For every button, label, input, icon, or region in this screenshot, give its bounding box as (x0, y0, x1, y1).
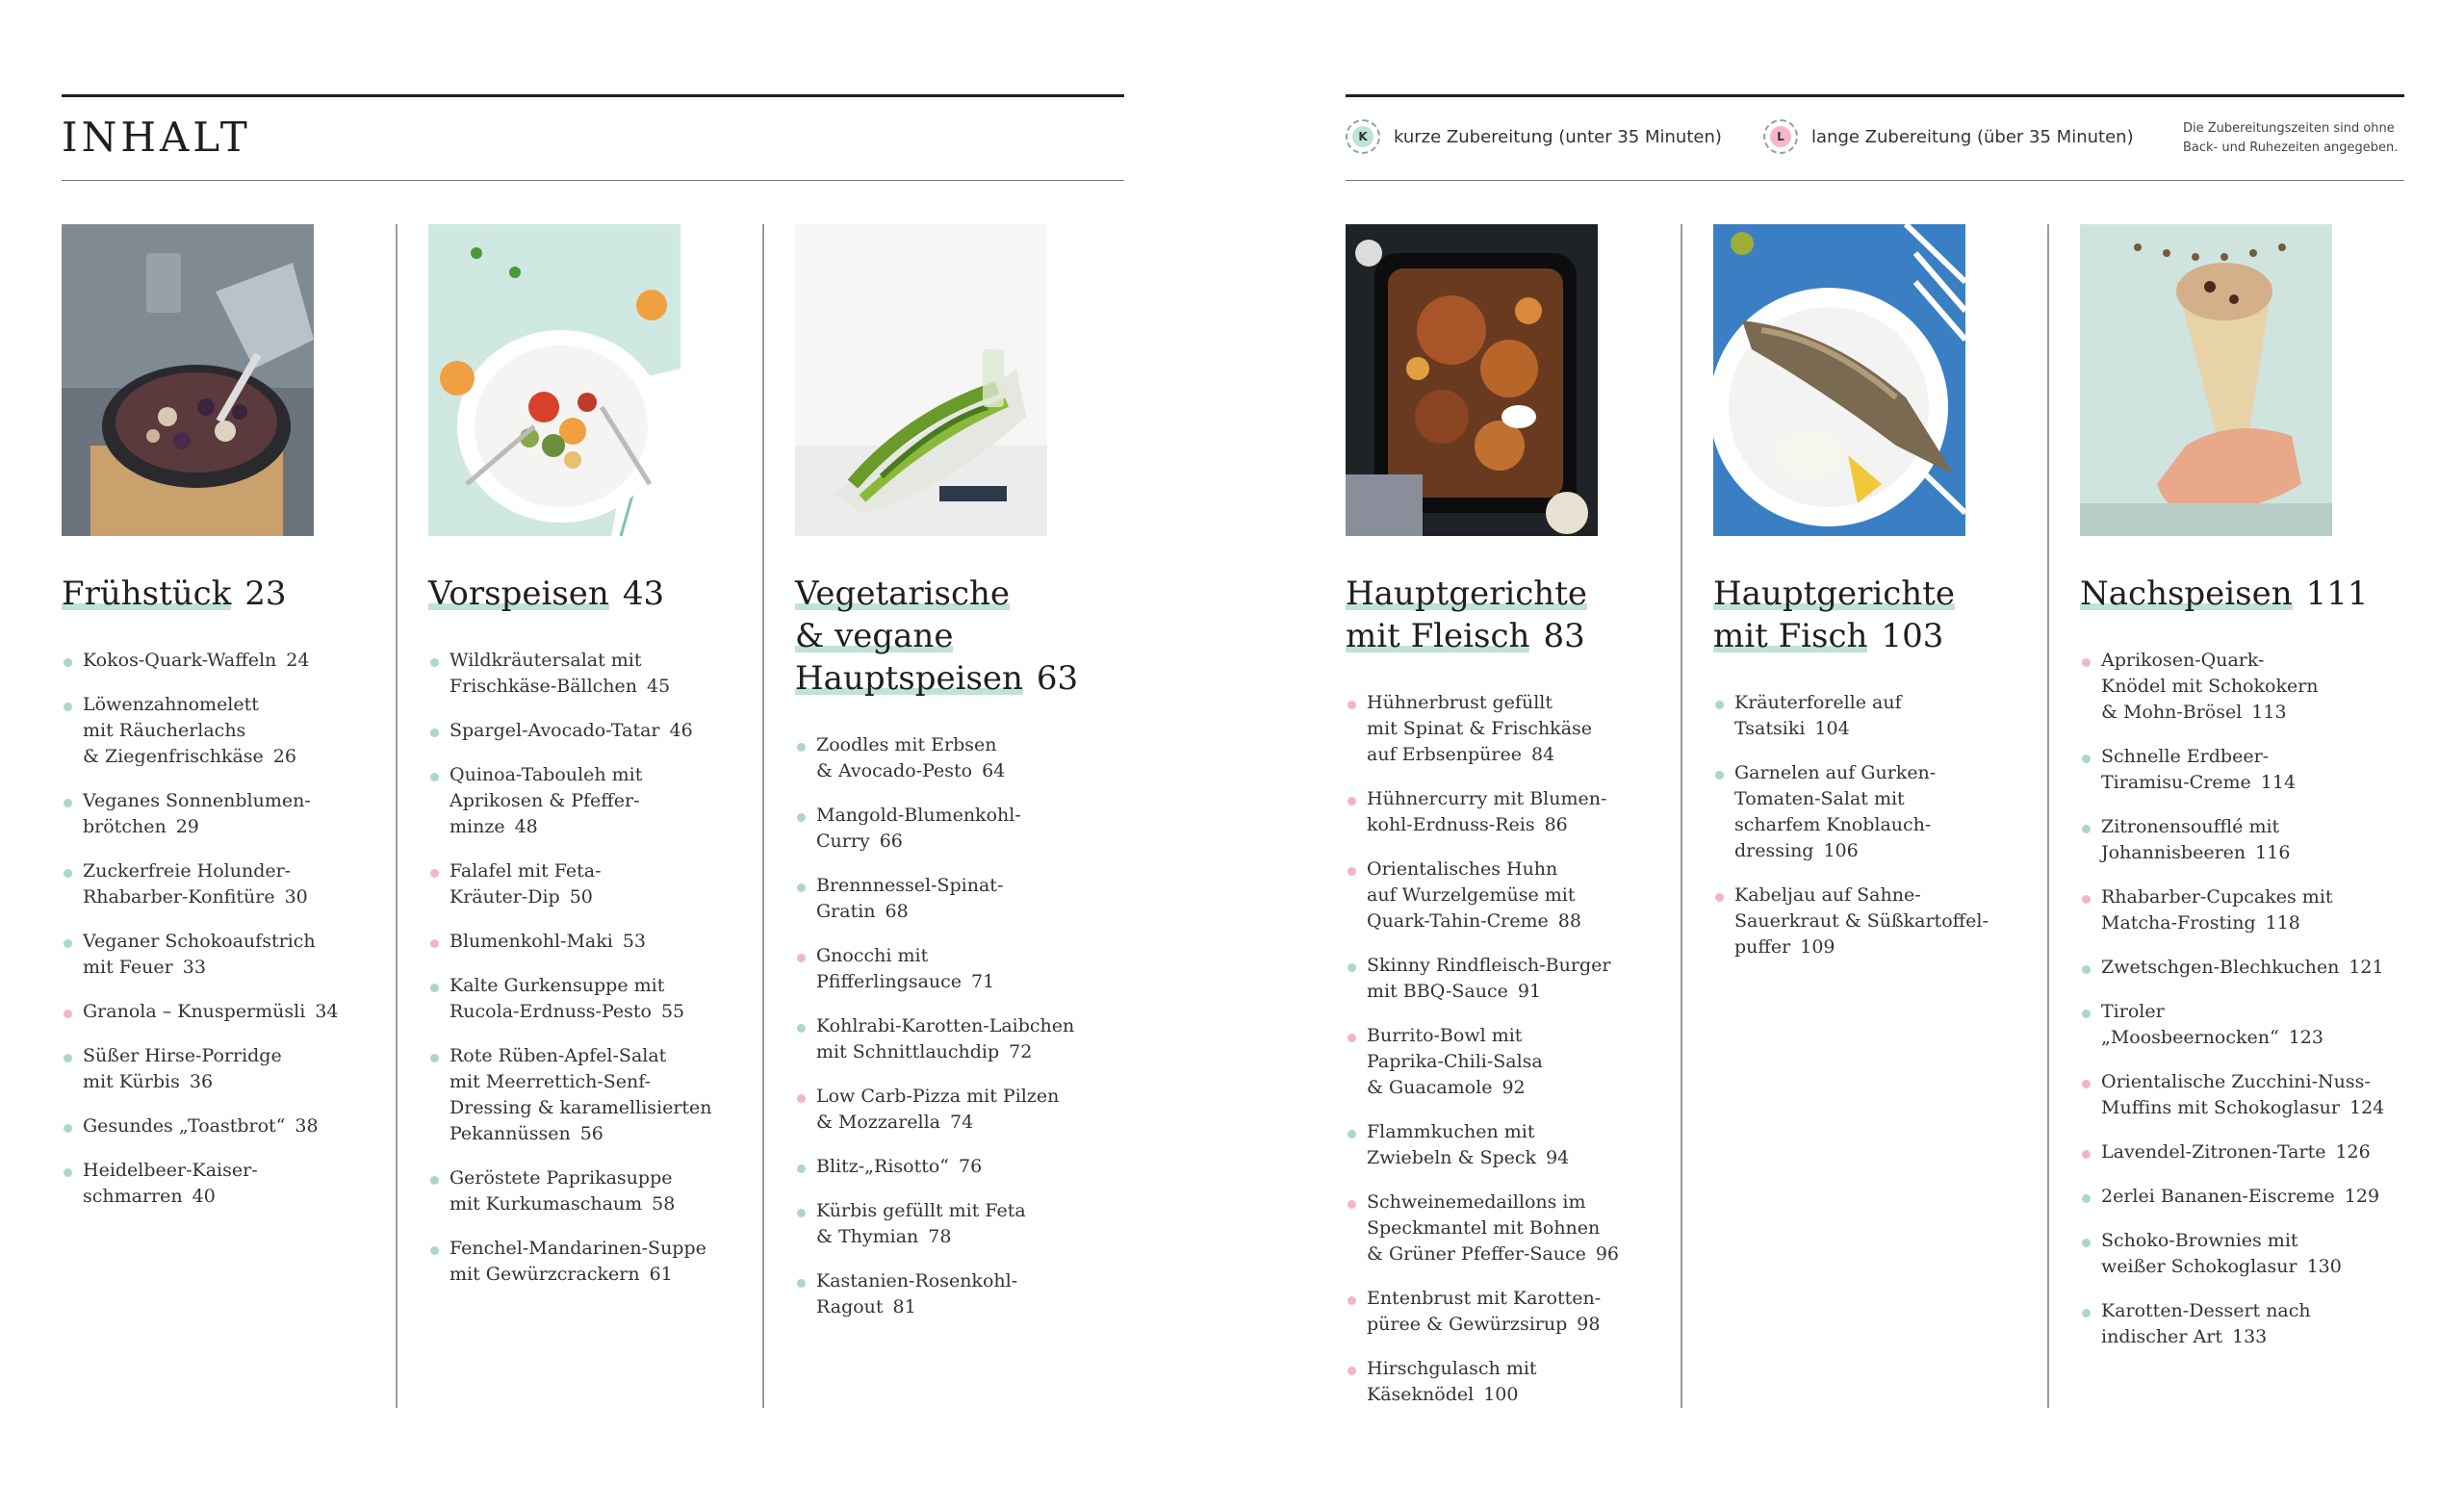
recipe-entry (2080, 814, 2390, 866)
recipe-entry (1346, 1189, 1656, 1267)
recipe-title: Schnelle Erdbeer- Tiramisu-Creme (2101, 746, 2270, 793)
recipe-title: Mangold-Blumenkohl- Curry (816, 805, 1021, 852)
fish-plate-icon (1713, 224, 1965, 536)
recipe-entry (795, 732, 1105, 784)
legend-long (1763, 119, 2134, 154)
recipe-list (428, 648, 738, 1288)
recipe-title: Veganer Schokoaufstrich mit Feuer (83, 931, 316, 978)
recipe-page: 86 (1544, 814, 1568, 835)
recipe-title: Schweinemedaillons im Speckmantel mit Bohnen & Grüner Pfeffer-Sauce (1367, 1191, 1601, 1265)
recipe-page: 129 (2344, 1186, 2380, 1207)
section-vegetarisch (795, 224, 1105, 1339)
section-heading: Hauptgerichte mit Fisch 103 (1713, 575, 1955, 655)
recipe-entry (2080, 1139, 2390, 1165)
recipe-page: 68 (885, 901, 909, 922)
recipe-entry (1346, 953, 1656, 1005)
recipe-page: 106 (1823, 840, 1859, 861)
legend-note: Die Zubereitungszeiten sind ohne Back- und Ruhezeiten angegeben. (2183, 121, 2399, 155)
recipe-page: 114 (2260, 772, 2297, 793)
recipe-entry (2080, 1298, 2390, 1350)
recipe-entry (2080, 1228, 2390, 1280)
recipe-title: Burrito-Bowl mit Paprika-Chili-Salsa & Guacamole (1367, 1025, 1543, 1098)
recipe-page: 91 (1517, 981, 1542, 1002)
recipe-page: 126 (2335, 1141, 2371, 1163)
recipe-entry (428, 1236, 738, 1288)
recipe-entry (2080, 648, 2390, 726)
recipe-entry (795, 1268, 1105, 1320)
recipe-page: 109 (1800, 936, 1835, 958)
recipe-title: Quinoa-Tabouleh mit Aprikosen & Pfeffer- minze (449, 764, 643, 837)
recipe-title: Kürbis gefüllt mit Feta & Thymian (816, 1200, 1026, 1247)
recipe-title: Heidelbeer-Kaiser- schmarren (83, 1160, 258, 1207)
section-nachspeisen (2080, 224, 2390, 1368)
recipe-entry (428, 762, 738, 840)
right-top-rule (1346, 94, 2404, 97)
section-fruehstueck (62, 224, 372, 1228)
recipe-page: 36 (189, 1071, 214, 1092)
recipe-entry (62, 858, 372, 910)
zoodles-icon (795, 224, 1047, 536)
recipe-entry (795, 1198, 1105, 1250)
recipe-entry (428, 718, 738, 744)
recipe-page: 61 (649, 1264, 673, 1285)
recipe-entry (1346, 1023, 1656, 1101)
column-divider (2047, 224, 2049, 1408)
recipe-list (62, 648, 372, 1210)
recipe-entry (1713, 882, 2023, 960)
left-bottom-rule (62, 180, 1124, 181)
recipe-page: 121 (2348, 957, 2384, 978)
recipe-page: 123 (2288, 1027, 2323, 1048)
recipe-page: 30 (284, 886, 308, 908)
section-heading: Vegetarische & vegane Hauptspeisen 63 (795, 575, 1079, 698)
recipe-title: Kokos-Quark-Waffeln (83, 650, 277, 671)
column-divider (762, 224, 764, 1408)
recipe-title: Blitz-„Risotto“ (816, 1156, 950, 1177)
recipe-entry (62, 692, 372, 770)
column-divider (1681, 224, 1682, 1408)
recipe-title: Veganes Sonnenblumen- brötchen (83, 790, 311, 837)
recipe-page: 71 (971, 971, 995, 992)
recipe-list (1346, 690, 1656, 1408)
section-heading: Nachspeisen 111 (2080, 575, 2369, 613)
short-prep-badge-icon (1346, 119, 1380, 154)
recipe-title: Zitronensoufflé mit Johannisbeeren (2101, 816, 2280, 863)
recipe-entry (428, 1165, 738, 1217)
recipe-entry (62, 929, 372, 981)
section-heading: Hauptgerichte mit Fleisch 83 (1346, 575, 1587, 655)
recipe-entry (62, 648, 372, 674)
recipe-entry (1346, 786, 1656, 838)
recipe-title: Orientalische Zucchini-Nuss- Muffins mit Schokoglasur (2101, 1071, 2371, 1118)
recipe-title: Hühnercurry mit Blumen- kohl-Erdnuss-Reis (1367, 788, 1607, 835)
recipe-page: 55 (660, 1001, 685, 1022)
recipe-entry (1346, 857, 1656, 934)
recipe-entry (1713, 760, 2023, 864)
recipe-title: Orientalisches Huhn auf Wurzelgemüse mit Quark-Tahin-Creme (1367, 858, 1576, 932)
recipe-page: 53 (622, 931, 647, 952)
recipe-title: Garnelen auf Gurken- Tomaten-Salat mit scharfem Knoblauch- dressing (1734, 762, 1937, 861)
recipe-entry (2080, 744, 2390, 796)
recipe-entry (1346, 690, 1656, 768)
recipe-page: 104 (1814, 718, 1850, 739)
recipe-title: 2erlei Bananen-Eiscreme (2101, 1186, 2335, 1207)
recipe-title: Süßer Hirse-Porridge mit Kürbis (83, 1045, 282, 1092)
recipe-page: 24 (286, 650, 310, 671)
recipe-list (2080, 648, 2390, 1350)
recipe-title: Kohlrabi-Karotten-Laibchen mit Schnittlauchdip (816, 1015, 1075, 1062)
recipe-entry (795, 873, 1105, 925)
recipe-page: 124 (2348, 1097, 2385, 1118)
recipe-page: 98 (1577, 1314, 1601, 1335)
recipe-page: 26 (272, 746, 296, 767)
recipe-page: 72 (1009, 1041, 1033, 1062)
recipe-page: 92 (1502, 1077, 1526, 1098)
recipe-entry (795, 1013, 1105, 1065)
recipe-title: Granola – Knuspermüsli (83, 1001, 306, 1022)
recipe-page: 29 (175, 816, 199, 837)
recipe-title: Hühnerbrust gefüllt mit Spinat & Frischkäse auf Erbsenpüree (1367, 692, 1593, 765)
recipe-title: Low Carb-Pizza mit Pilzen & Mozzarella (816, 1086, 1060, 1133)
recipe-title: Spargel-Avocado-Tatar (449, 720, 660, 741)
recipe-title: Tiroler „Moosbeernocken“ (2101, 1001, 2279, 1048)
recipe-entry (795, 943, 1105, 995)
recipe-title: Brennnessel-Spinat- Gratin (816, 875, 1004, 922)
recipe-title: Rhabarber-Cupcakes mit Matcha-Frosting (2101, 886, 2333, 934)
recipe-page: 38 (295, 1115, 319, 1137)
legend-short-text: kurze Zubereitung (unter 35 Minuten) (1394, 126, 1722, 147)
recipe-title: Hirschgulasch mit Käseknödel (1367, 1358, 1537, 1405)
page-title: INHALT (62, 114, 251, 161)
recipe-page: 64 (982, 760, 1006, 781)
recipe-title: Fenchel-Mandarinen-Suppe mit Gewürzcrackern (449, 1238, 706, 1285)
recipe-entry (62, 999, 372, 1025)
recipe-title: Schoko-Brownies mit weißer Schokoglasur (2101, 1230, 2298, 1277)
roast-pan-icon (1346, 224, 1598, 536)
recipe-entry (428, 929, 738, 955)
recipe-entry (2080, 884, 2390, 936)
recipe-entry (62, 788, 372, 840)
recipe-entry (795, 803, 1105, 855)
recipe-entry (62, 1113, 372, 1139)
recipe-entry (428, 858, 738, 910)
recipe-title: Lavendel-Zitronen-Tarte (2101, 1141, 2326, 1163)
recipe-page: 78 (928, 1226, 952, 1247)
recipe-title: Gesundes „Toastbrot“ (83, 1115, 286, 1137)
section-vorspeisen (428, 224, 738, 1306)
recipe-page: 116 (2255, 842, 2291, 863)
recipe-title: Geröstete Paprikasuppe mit Kurkumaschaum (449, 1167, 673, 1215)
recipe-title: Zuckerfreie Holunder- Rhabarber-Konfitüre (83, 860, 292, 908)
ice-cream-cone-icon (2080, 224, 2332, 536)
recipe-title: Zwetschgen-Blechkuchen (2101, 957, 2340, 978)
long-prep-badge-icon (1763, 119, 1798, 154)
long-prep-letter: L (1770, 126, 1791, 147)
column-divider (396, 224, 398, 1408)
section-heading: Frühstück 23 (62, 575, 287, 613)
recipe-entry (1713, 690, 2023, 742)
recipe-title: Zoodles mit Erbsen & Avocado-Pesto (816, 734, 997, 781)
section-fleisch (1346, 224, 1656, 1426)
recipe-entry (428, 973, 738, 1025)
recipe-page: 113 (2251, 702, 2287, 723)
recipe-page: 50 (569, 886, 593, 908)
recipe-page: 118 (2265, 912, 2300, 934)
section-heading: Vorspeisen 43 (428, 575, 665, 613)
recipe-page: 76 (959, 1156, 983, 1177)
section-fisch (1713, 224, 2023, 979)
legend-long-text: lange Zubereitung (über 35 Minuten) (1811, 126, 2134, 147)
recipe-entry (2080, 1069, 2390, 1121)
recipe-page: 74 (950, 1112, 974, 1133)
recipe-page: 45 (647, 676, 671, 697)
bowl-of-granola-icon (62, 224, 314, 536)
recipe-title: Kastanien-Rosenkohl- Ragout (816, 1270, 1018, 1317)
recipe-page: 56 (579, 1123, 603, 1144)
left-top-rule (62, 94, 1124, 97)
recipe-title: Kräuterforelle auf Tsatsiki (1734, 692, 1902, 739)
recipe-page: 133 (2232, 1326, 2268, 1347)
recipe-entry (62, 1043, 372, 1095)
recipe-entry (795, 1154, 1105, 1180)
recipe-entry (1346, 1119, 1656, 1171)
recipe-list (1713, 690, 2023, 960)
salad-plate-icon (428, 224, 680, 536)
recipe-title: Aprikosen-Quark- Knödel mit Schokokern & Mohn-Brösel (2101, 650, 2319, 723)
recipe-entry (795, 1084, 1105, 1136)
recipe-title: Skinny Rindfleisch-Burger mit BBQ-Sauce (1367, 955, 1611, 1002)
recipe-title: Kabeljau auf Sahne- Sauerkraut & Süßkartoffel- puffer (1734, 884, 1989, 958)
recipe-entry (428, 1043, 738, 1147)
recipe-page: 48 (514, 816, 538, 837)
recipe-title: Karotten-Dessert nach indischer Art (2101, 1300, 2311, 1347)
recipe-entry (2080, 999, 2390, 1051)
recipe-entry (428, 648, 738, 700)
recipe-entry (62, 1158, 372, 1210)
recipe-page: 46 (669, 720, 693, 741)
recipe-title: Kalte Gurkensuppe mit Rucola-Erdnuss-Pesto (449, 975, 665, 1022)
right-bottom-rule (1346, 180, 2404, 181)
recipe-title: Falafel mit Feta- Kräuter-Dip (449, 860, 602, 908)
recipe-page: 81 (892, 1296, 916, 1317)
recipe-title: Entenbrust mit Karotten- püree & Gewürzsirup (1367, 1288, 1602, 1335)
recipe-page: 66 (879, 831, 903, 852)
recipe-page: 33 (182, 957, 206, 978)
recipe-entry (2080, 1184, 2390, 1210)
recipe-entry (1346, 1286, 1656, 1338)
short-prep-letter: K (1352, 126, 1373, 147)
recipe-title: Gnocchi mit Pfifferlingsauce (816, 945, 962, 992)
recipe-page: 100 (1483, 1384, 1519, 1405)
recipe-page: 94 (1546, 1147, 1570, 1168)
legend-short (1346, 119, 1722, 154)
recipe-title: Wildkräutersalat mit Frischkäse-Bällchen (449, 650, 642, 697)
recipe-title: Rote Rüben-Apfel-Salat mit Meerrettich-Senf- Dressing & karamellisierten Pekannüssen (449, 1045, 712, 1144)
recipe-page: 40 (192, 1186, 216, 1207)
recipe-title: Flammkuchen mit Zwiebeln & Speck (1367, 1121, 1537, 1168)
recipe-list (795, 732, 1105, 1320)
recipe-title: Löwenzahnomelett mit Räucherlachs & Ziegenfrischkäse (83, 694, 264, 767)
recipe-entry (1346, 1356, 1656, 1408)
recipe-page: 84 (1530, 744, 1555, 765)
recipe-page: 58 (652, 1193, 676, 1215)
recipe-entry (2080, 955, 2390, 981)
recipe-title: Blumenkohl-Maki (449, 931, 613, 952)
recipe-page: 130 (2306, 1256, 2342, 1277)
recipe-page: 34 (315, 1001, 339, 1022)
recipe-page: 88 (1557, 910, 1581, 932)
recipe-page: 96 (1595, 1243, 1620, 1265)
